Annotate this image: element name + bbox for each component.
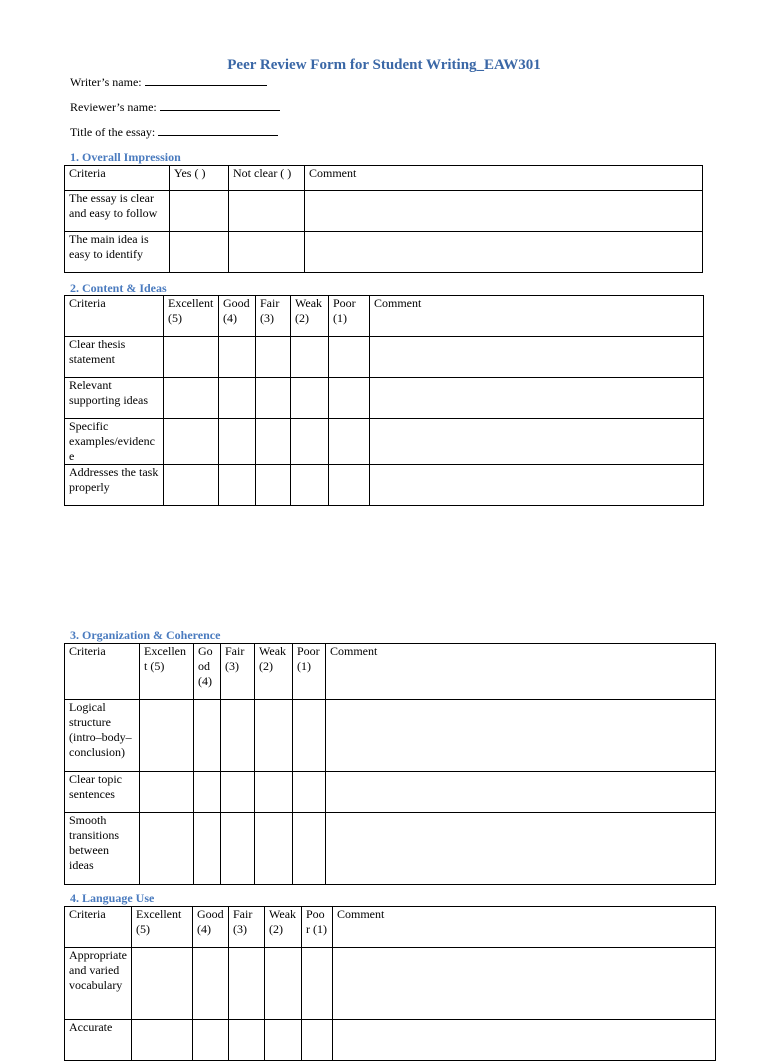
header-criteria: Criteria bbox=[65, 296, 164, 337]
rating-cell[interactable] bbox=[293, 700, 326, 772]
rating-cell[interactable] bbox=[194, 813, 221, 885]
section-heading-language-use: 4. Language Use bbox=[70, 891, 155, 905]
header-excellent: Excellent (5) bbox=[164, 296, 219, 337]
section-heading-content-ideas: 2. Content & Ideas bbox=[70, 281, 167, 295]
reviewer-name-label: Reviewer’s name: bbox=[70, 100, 157, 114]
table-row bbox=[65, 700, 716, 772]
rating-cell[interactable] bbox=[229, 1020, 265, 1061]
rating-cell[interactable] bbox=[302, 1020, 333, 1061]
section-heading-overall-impression: 1. Overall Impression bbox=[70, 150, 181, 164]
comment-cell[interactable] bbox=[305, 232, 703, 273]
writer-name-label: Writer’s name: bbox=[70, 75, 142, 89]
rating-cell[interactable] bbox=[265, 948, 302, 1020]
criteria-cell: Specific examples/evidence bbox=[65, 419, 164, 465]
table-header-row bbox=[65, 907, 716, 948]
comment-cell[interactable] bbox=[333, 948, 716, 1020]
header-poor: Poor (1) bbox=[293, 644, 326, 700]
rating-cell[interactable] bbox=[170, 191, 229, 232]
rating-cell[interactable] bbox=[291, 465, 329, 506]
header-poor: Poor (1) bbox=[329, 296, 370, 337]
rating-cell[interactable] bbox=[291, 337, 329, 378]
rating-cell[interactable] bbox=[140, 772, 194, 813]
rating-cell[interactable] bbox=[293, 772, 326, 813]
rating-cell[interactable] bbox=[229, 948, 265, 1020]
criteria-cell: Appropriate and varied vocabulary bbox=[65, 948, 132, 1020]
rating-cell[interactable] bbox=[140, 700, 194, 772]
rating-cell[interactable] bbox=[229, 191, 305, 232]
table-header-row bbox=[65, 296, 704, 337]
table-row bbox=[65, 772, 716, 813]
writer-name-blank[interactable] bbox=[145, 75, 267, 86]
criteria-cell: Clear thesis statement bbox=[65, 337, 164, 378]
comment-cell[interactable] bbox=[305, 191, 703, 232]
header-not-clear: Not clear ( ) bbox=[229, 166, 305, 191]
header-poor: Poor (1) bbox=[302, 907, 333, 948]
table-row bbox=[65, 232, 703, 273]
table-row bbox=[65, 465, 704, 506]
rating-cell[interactable] bbox=[255, 813, 293, 885]
content-ideas-table bbox=[64, 295, 704, 506]
criteria-cell: The main idea is easy to identify bbox=[65, 232, 170, 273]
header-excellent: Excellent (5) bbox=[140, 644, 194, 700]
rating-cell[interactable] bbox=[221, 813, 255, 885]
rating-cell[interactable] bbox=[265, 1020, 302, 1061]
rating-cell[interactable] bbox=[219, 465, 256, 506]
criteria-cell: Relevant supporting ideas bbox=[65, 378, 164, 419]
table-header-row bbox=[65, 644, 716, 700]
comment-cell[interactable] bbox=[370, 419, 704, 465]
comment-cell[interactable] bbox=[326, 813, 716, 885]
rating-cell[interactable] bbox=[170, 232, 229, 273]
rating-cell[interactable] bbox=[293, 813, 326, 885]
criteria-cell: Addresses the task properly bbox=[65, 465, 164, 506]
header-yes: Yes ( ) bbox=[170, 166, 229, 191]
writer-name-field bbox=[70, 75, 267, 90]
rating-cell[interactable] bbox=[164, 419, 219, 465]
rating-cell[interactable] bbox=[221, 700, 255, 772]
criteria-cell: Accurate bbox=[65, 1020, 132, 1061]
header-comment: Comment bbox=[333, 907, 716, 948]
reviewer-name-blank[interactable] bbox=[160, 100, 280, 111]
header-comment: Comment bbox=[370, 296, 704, 337]
rating-cell[interactable] bbox=[302, 948, 333, 1020]
table-row bbox=[65, 419, 704, 465]
rating-cell[interactable] bbox=[329, 465, 370, 506]
header-criteria: Criteria bbox=[65, 644, 140, 700]
rating-cell[interactable] bbox=[164, 337, 219, 378]
header-weak: Weak (2) bbox=[265, 907, 302, 948]
table-row bbox=[65, 813, 716, 885]
rating-cell[interactable] bbox=[140, 813, 194, 885]
reviewer-name-field bbox=[70, 100, 280, 115]
rating-cell[interactable] bbox=[229, 232, 305, 273]
rating-cell[interactable] bbox=[193, 948, 229, 1020]
header-good: Good (4) bbox=[219, 296, 256, 337]
header-comment: Comment bbox=[326, 644, 716, 700]
language-use-table bbox=[64, 906, 716, 1061]
criteria-cell: Smooth transitions between ideas bbox=[65, 813, 140, 885]
header-criteria: Criteria bbox=[65, 907, 132, 948]
header-comment: Comment bbox=[305, 166, 703, 191]
comment-cell[interactable] bbox=[370, 337, 704, 378]
rating-cell[interactable] bbox=[291, 419, 329, 465]
header-criteria: Criteria bbox=[65, 166, 170, 191]
table-header-row bbox=[65, 166, 703, 191]
overall-impression-table bbox=[64, 165, 703, 273]
rating-cell[interactable] bbox=[219, 378, 256, 419]
rating-cell[interactable] bbox=[255, 700, 293, 772]
organization-coherence-table bbox=[64, 643, 716, 885]
rating-cell[interactable] bbox=[219, 419, 256, 465]
rating-cell[interactable] bbox=[194, 700, 221, 772]
header-good: Good (4) bbox=[193, 907, 229, 948]
table-row bbox=[65, 337, 704, 378]
section-heading-organization-coherence: 3. Organization & Coherence bbox=[70, 628, 221, 642]
header-fair: Fair (3) bbox=[221, 644, 255, 700]
comment-cell[interactable] bbox=[370, 378, 704, 419]
header-good: Good (4) bbox=[194, 644, 221, 700]
table-row bbox=[65, 1020, 716, 1061]
rating-cell[interactable] bbox=[194, 772, 221, 813]
header-fair: Fair (3) bbox=[256, 296, 291, 337]
rating-cell[interactable] bbox=[193, 1020, 229, 1061]
rating-cell[interactable] bbox=[219, 337, 256, 378]
table-row bbox=[65, 191, 703, 232]
criteria-cell: The essay is clear and easy to follow bbox=[65, 191, 170, 232]
essay-title-field bbox=[70, 125, 278, 140]
rating-cell[interactable] bbox=[329, 378, 370, 419]
rating-cell[interactable] bbox=[256, 419, 291, 465]
header-excellent: Excellent (5) bbox=[132, 907, 193, 948]
comment-cell[interactable] bbox=[333, 1020, 716, 1061]
header-fair: Fair (3) bbox=[229, 907, 265, 948]
rating-cell[interactable] bbox=[221, 772, 255, 813]
rating-cell[interactable] bbox=[256, 337, 291, 378]
header-weak: Weak (2) bbox=[255, 644, 293, 700]
rating-cell[interactable] bbox=[329, 337, 370, 378]
criteria-cell: Logical structure (intro–body–conclusion) bbox=[65, 700, 140, 772]
comment-cell[interactable] bbox=[326, 700, 716, 772]
form-title: Peer Review Form for Student Writing_EAW301 bbox=[227, 57, 541, 73]
essay-title-blank[interactable] bbox=[158, 125, 278, 136]
comment-cell[interactable] bbox=[370, 465, 704, 506]
table-row bbox=[65, 378, 704, 419]
rating-cell[interactable] bbox=[291, 378, 329, 419]
table-row bbox=[65, 948, 716, 1020]
rating-cell[interactable] bbox=[256, 378, 291, 419]
comment-cell[interactable] bbox=[326, 772, 716, 813]
rating-cell[interactable] bbox=[256, 465, 291, 506]
essay-title-label: Title of the essay: bbox=[70, 125, 156, 139]
rating-cell[interactable] bbox=[255, 772, 293, 813]
rating-cell[interactable] bbox=[329, 419, 370, 465]
criteria-cell: Clear topic sentences bbox=[65, 772, 140, 813]
rating-cell[interactable] bbox=[132, 948, 193, 1020]
rating-cell[interactable] bbox=[164, 378, 219, 419]
rating-cell[interactable] bbox=[132, 1020, 193, 1061]
rating-cell[interactable] bbox=[164, 465, 219, 506]
header-weak: Weak (2) bbox=[291, 296, 329, 337]
